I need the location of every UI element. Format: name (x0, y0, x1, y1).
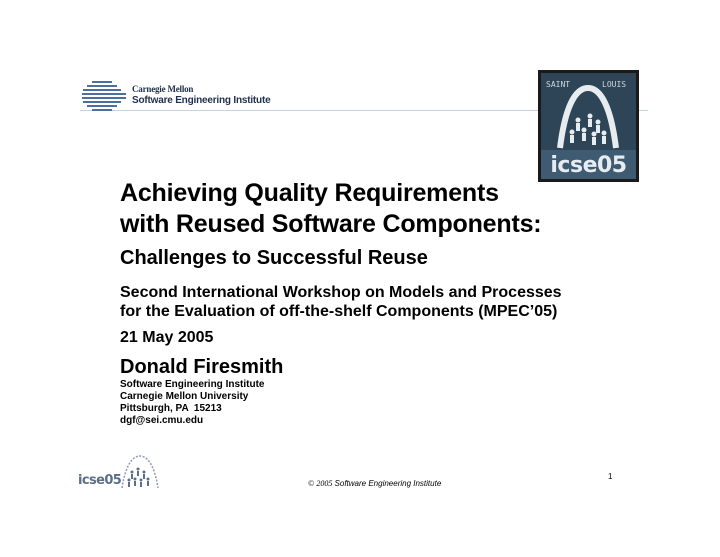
sei-logo-line2: Software Engineering Institute (132, 94, 271, 106)
workshop-name (120, 283, 680, 321)
copyright-org: Software Engineering Institute (334, 479, 442, 488)
slide-title (120, 178, 680, 240)
affiliation-university: Carnegie Mellon University (120, 391, 249, 402)
presentation-date: 21 May 2005 (120, 329, 214, 346)
footer-logo-text: icse05 (78, 473, 122, 488)
icse05-saint-louis-badge (538, 70, 639, 182)
badge-icse05-label: icse05 (550, 153, 627, 178)
badge-louis-label: LOUIS (602, 80, 627, 89)
affiliation-address: Pittsburgh, PA 15213 (120, 403, 222, 414)
slide-subtitle: Challenges to Successful Reuse (120, 247, 428, 269)
icse05-footer-logo (78, 452, 160, 492)
workshop-line-2: for the Evaluation of off-the-shelf Components (MPEC’05) (120, 303, 558, 320)
sei-logo (82, 80, 302, 114)
copyright-symbol: © (308, 479, 315, 488)
author-name: Donald Firesmith (120, 356, 284, 378)
sei-logo-line1: Carnegie Mellon (132, 84, 194, 94)
page-number: 1 (608, 472, 613, 481)
workshop-line-1: Second International Workshop on Models and Processes (120, 284, 562, 301)
author-affiliation (120, 379, 264, 427)
footer-copyright (308, 479, 441, 488)
title-line-2: with Reused Software Components: (120, 210, 542, 238)
badge-saint-label: SAINT (546, 80, 571, 89)
sei-globe-icon (82, 80, 128, 114)
copyright-year: 2005 (316, 479, 333, 488)
title-line-1: Achieving Quality Requirements (120, 179, 499, 207)
affiliation-institute: Software Engineering Institute (120, 379, 265, 390)
author-email: dgf@sei.cmu.edu (120, 415, 204, 426)
